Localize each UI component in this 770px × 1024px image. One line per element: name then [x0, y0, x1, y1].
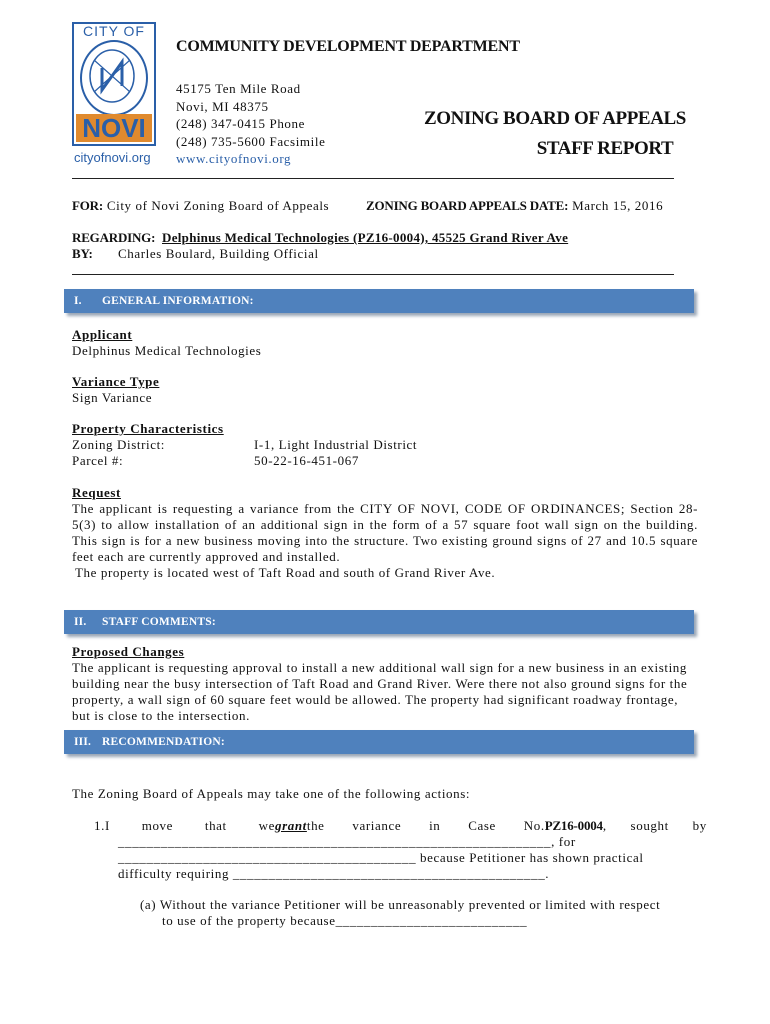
address-line: Novi, MI 48375	[176, 98, 269, 114]
proposed-changes-label: Proposed Changes	[72, 644, 185, 659]
zoning-value: I-1, Light Industrial District	[254, 437, 418, 452]
section-number: I.	[74, 295, 82, 307]
request-label: Request	[72, 485, 121, 500]
parcel-label: Parcel #:	[72, 453, 124, 468]
motion-text-post: , sought by	[602, 818, 707, 833]
department-title: COMMUNITY DEVELOPMENT DEPARTMENT	[176, 38, 520, 55]
report-title	[390, 104, 720, 164]
for-row	[72, 198, 329, 214]
section-number: III.	[74, 736, 92, 748]
section-title: RECOMMENDATION:	[102, 736, 225, 748]
regarding-row	[72, 230, 568, 246]
proposed-changes-block	[72, 644, 698, 724]
motion-line-3: __________________________________________ because Petitioner has shown practical	[118, 850, 644, 865]
motion-text-pre: I move that we	[104, 818, 275, 833]
header-divider	[72, 178, 674, 179]
applicant-block	[72, 327, 698, 359]
date-value: March 15, 2016	[572, 198, 664, 213]
for-value: City of Novi Zoning Board of Appeals	[106, 198, 330, 213]
address-line: 45175 Ten Mile Road	[176, 81, 301, 96]
grant-keyword: grant	[274, 818, 307, 833]
motion-line-4: difficulty requiring ____________________________________________.	[118, 866, 550, 881]
section-number: II.	[74, 616, 87, 628]
zoning-label: Zoning District:	[72, 437, 166, 452]
section-general-information-header	[64, 289, 694, 313]
property-block	[72, 421, 698, 469]
property-characteristics-label: Property Characteristics	[72, 421, 224, 436]
regarding-value: Delphinus Medical Technologies (PZ16-0004), 45525 Grand River Ave	[162, 230, 569, 245]
section-staff-comments-header	[64, 610, 694, 634]
section-title: STAFF COMMENTS:	[102, 616, 216, 628]
case-number: PZ16-0004	[544, 818, 603, 833]
by-value: Charles Boulard, Building Official	[118, 246, 319, 261]
regarding-label: REGARDING:	[72, 230, 156, 245]
fax-line: (248) 735-5600 Facsimile	[176, 133, 326, 149]
zoning-row	[72, 437, 698, 453]
motion-number: 1.	[94, 818, 105, 833]
motion-line-2	[94, 834, 698, 850]
website-link[interactable]: www.cityofnovi.org	[176, 151, 292, 166]
date-row	[366, 198, 663, 214]
motion-sub-a	[140, 897, 700, 929]
motion-blank-line: _____________________________________________________________, for	[118, 834, 576, 849]
recommendation-intro: The Zoning Board of Appeals may take one of the following actions:	[72, 786, 471, 801]
motion-line-1	[94, 818, 707, 834]
variance-block	[72, 374, 698, 406]
for-label: FOR:	[72, 198, 103, 213]
proposed-changes-text: The applicant is requesting approval to install a new additional wall sign for a new business in an existing building near the busy intersection of Taft Road and Grand River. Were there not also ground signs for the property, a wall sign of 60 square feet would be allowed. The property had significant roadway frontage, but is close to the intersection.	[72, 660, 688, 723]
city-logo	[72, 22, 158, 170]
logo-url: cityofnovi.org	[74, 150, 151, 165]
request-block	[72, 485, 698, 581]
applicant-label: Applicant	[72, 327, 133, 342]
department-address	[176, 80, 325, 168]
location-text: The property is located west of Taft Road and south of Grand River Ave.	[75, 565, 496, 580]
by-label: BY:	[72, 246, 93, 261]
motion-item-1	[94, 818, 707, 882]
sub-a-line-2: to use of the property because___________________________	[162, 913, 528, 928]
section-title: GENERAL INFORMATION:	[102, 295, 254, 307]
phone-line: (248) 347-0415 Phone	[176, 116, 305, 131]
parcel-row	[72, 453, 698, 469]
applicant-value: Delphinus Medical Technologies	[72, 343, 262, 358]
report-title-line-1: ZONING BOARD OF APPEALS	[424, 108, 686, 129]
logo-novi-text: NOVI	[76, 114, 152, 142]
variance-type-value: Sign Variance	[72, 390, 153, 405]
section-recommendation-header	[64, 730, 694, 754]
sub-a-line-1: (a) Without the variance Petitioner will be unreasonably prevented or limited with respect	[140, 897, 661, 912]
by-row	[72, 246, 319, 262]
motion-text-mid: the variance in Case No.	[306, 818, 545, 833]
request-text: The applicant is requesting a variance from the CITY OF NOVI, CODE OF ORDINANCES; Section 28-5(3) to allow installation of an additional sign in the form of a 57 square foot wall sign on the building. This sign is for a new business moving into the structure. Two existing ground signs of 27 and 10.5 square feet each are currently approved and installed.	[72, 501, 698, 564]
meta-divider	[72, 274, 674, 275]
logo-city-of-text: CITY OF	[83, 23, 145, 39]
date-label: ZONING BOARD APPEALS DATE:	[366, 198, 569, 213]
parcel-value: 50-22-16-451-067	[254, 453, 359, 468]
variance-type-label: Variance Type	[72, 374, 160, 389]
report-title-line-2: STAFF REPORT	[536, 138, 674, 159]
logo-emblem-icon	[80, 40, 148, 116]
